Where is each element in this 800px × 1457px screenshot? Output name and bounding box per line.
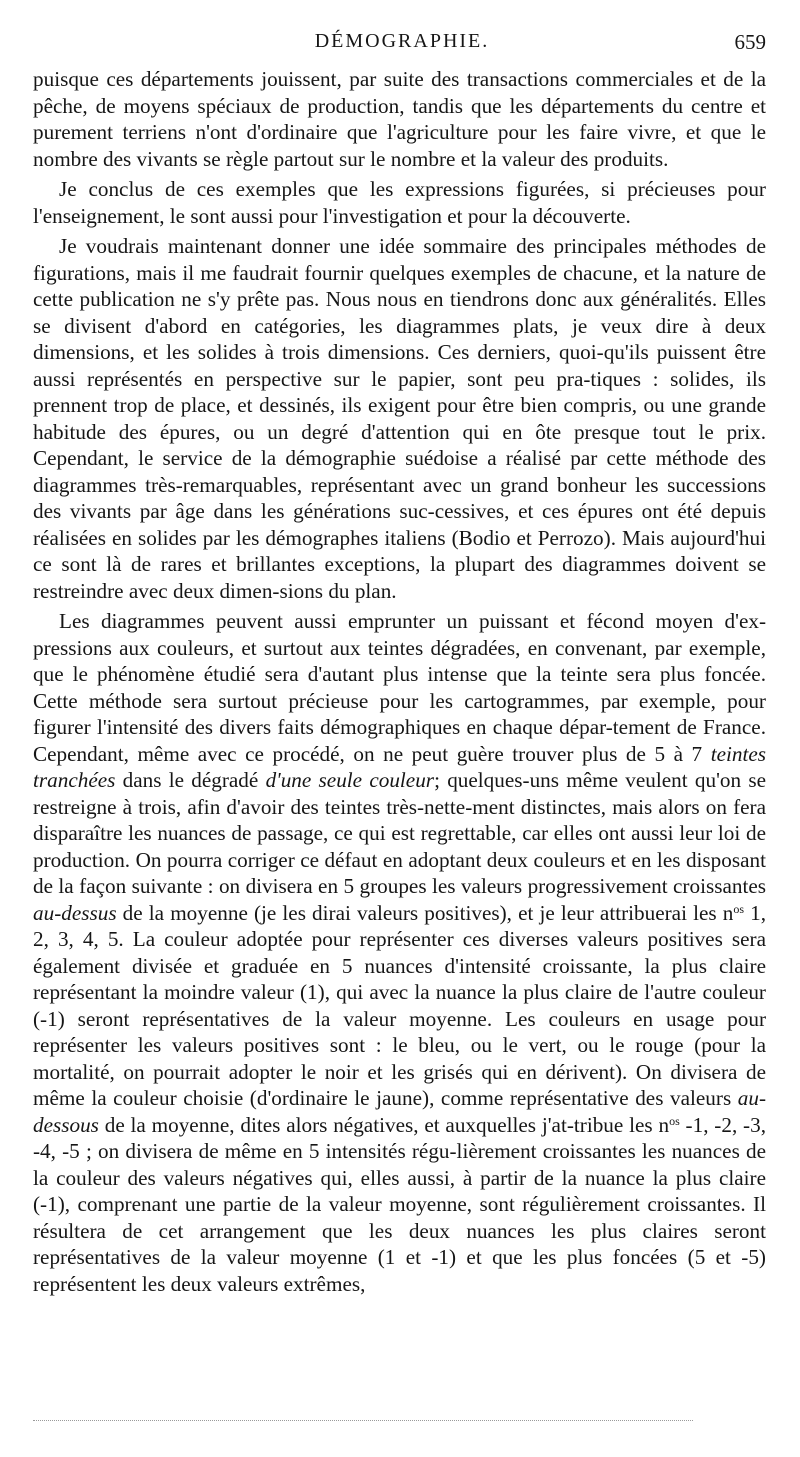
- running-title: DÉMOGRAPHIE.: [314, 30, 490, 52]
- text-run: dans le dégradé: [115, 768, 266, 792]
- paragraph: [33, 66, 766, 172]
- page-number: 659: [734, 30, 766, 54]
- italic-phrase: au-dessous: [33, 1086, 766, 1137]
- text-run: Je conclus de ces exemples que les expressions figurées, si précieuses pour l'enseignement, le sont aussi pour l'investigation et pour la découverte.: [33, 177, 766, 228]
- footer-dotted-rule: [33, 1420, 693, 1421]
- paragraph: [33, 233, 766, 604]
- text-run: ; quelques-uns même veulent qu'on se restreigne à trois, afin d'avoir des teintes très-nette-ment distinctes, mais alors on fera disparaître les nuances de passage, ce qui est regrettable, car elles ont aussi leur loi de production. On pourra corriger ce défaut en adoptant deux couleurs et en les disposant de la façon suivante : on divisera en 5 groupes les valeurs progressivement croissantes: [33, 768, 766, 898]
- text-run: Je voudrais maintenant donner une idée sommaire des principales méthodes de figurations, mais il me faudrait fournir quelques exemples de chacune, et la nature de cette publication ne s'y prête pas. Nous nous en tiendrons donc aux généralités. Elles se divisent d'abord en catégories, les diagrammes plats, je veux dire à deux dimensions, et les solides à trois dimensions. Ces derniers, quoi-qu'ils puissent être aussi représentés en perspective sur le papier, sont peu pra-tiques : solides, ils prennent trop de place, et dessinés, ils exigent pour être bien compris, ou une grande habitude des épures, ou un degré d'attention qui en ôte presque tout le prix. Cependant, le service de la démographie suédoise a réalisé par cette méthode des diagrammes très-remarquables, représentant avec un grand bonheur les successions des vivants par âge dans les générations suc-cessives, et ces épures ont été depuis réalisées en solides par les démographes italiens (Bodio et Perrozo). Mais aujourd'hui ce sont là de rares et brillantes exceptions, la plupart des diagrammes doivent se restreindre avec deux dimen-sions du plan.: [33, 234, 766, 603]
- italic-phrase: teintes tranchées: [33, 741, 766, 792]
- page-header: [38, 30, 766, 62]
- paragraph: [33, 608, 766, 1297]
- italic-phrase: au-dessus: [33, 900, 117, 925]
- text-run: 1, 2, 3, 4, 5. La couleur adoptée pour représenter ces diverses valeurs positives sera également divisée et graduée en 5 nuances d'intensité croissante, la plus claire représentant la moindre valeur (1), qui avec la nuance la plus claire de l'autre couleur (-1) seront représentatives de la valeur moyenne. Les couleurs en usage pour représenter les valeurs positives sont : le bleu, ou le vert, ou le rouge (pour la mortalité, on pourrait adopter le noir et les grisés qui en dérivent). On divisera de même la couleur choisie (d'ordinaire le jaune), comme représentative des valeurs: [33, 900, 766, 1110]
- superscript: os: [733, 901, 744, 916]
- superscript: os: [669, 1113, 680, 1128]
- body-text: [33, 66, 766, 1297]
- text-run: puisque ces départements jouissent, par suite des transactions commerciales et de la pêche, de moyens spéciaux de production, tandis que les départements du centre et purement terriens n'ont d'ordinaire que l'agriculture pour les faire vivre, et que le nombre des vivants se règle partout sur le nombre et la valeur des produits.: [33, 67, 766, 171]
- italic-phrase: d'une seule couleur: [265, 768, 435, 792]
- text-run: de la moyenne, dites alors négatives, et auxquelles j'at-tribue les n: [98, 1112, 670, 1137]
- text-run: -1, -2, -3, -4, -5 ; on divisera de même en 5 intensités régu-lièrement croissantes les nuances de la couleur des valeurs négatives qui, elles aussi, à partir de la nuance la plus claire (-1), comprenant une partie de la valeur moyenne, sont régulièrement croissantes. Il résultera de cet arrangement que les deux nuances les plus claires seront représentatives de la valeur moyenne (1 et -1) et que les plus foncées (5 et -5) représentent les deux valeurs extrêmes,: [33, 1112, 766, 1296]
- paragraph: [33, 176, 766, 229]
- text-run: de la moyenne (je les dirai valeurs positives), et je leur attribuerai les n: [116, 900, 734, 925]
- text-run: Les diagrammes peuvent aussi emprunter un puissant et fécond moyen d'ex-pressions aux couleurs, et surtout aux teintes dégradées, en convenant, par exemple, que le phénomène étudié sera d'autant plus intense que la teinte sera plus foncée. Cette méthode sera surtout précieuse pour les cartogrammes, par exemple, pour figurer l'intensité des divers faits démographiques en chaque dépar-tement de France. Cependant, même avec ce procédé, on ne peut guère trouver plus de 5 à 7: [33, 609, 766, 766]
